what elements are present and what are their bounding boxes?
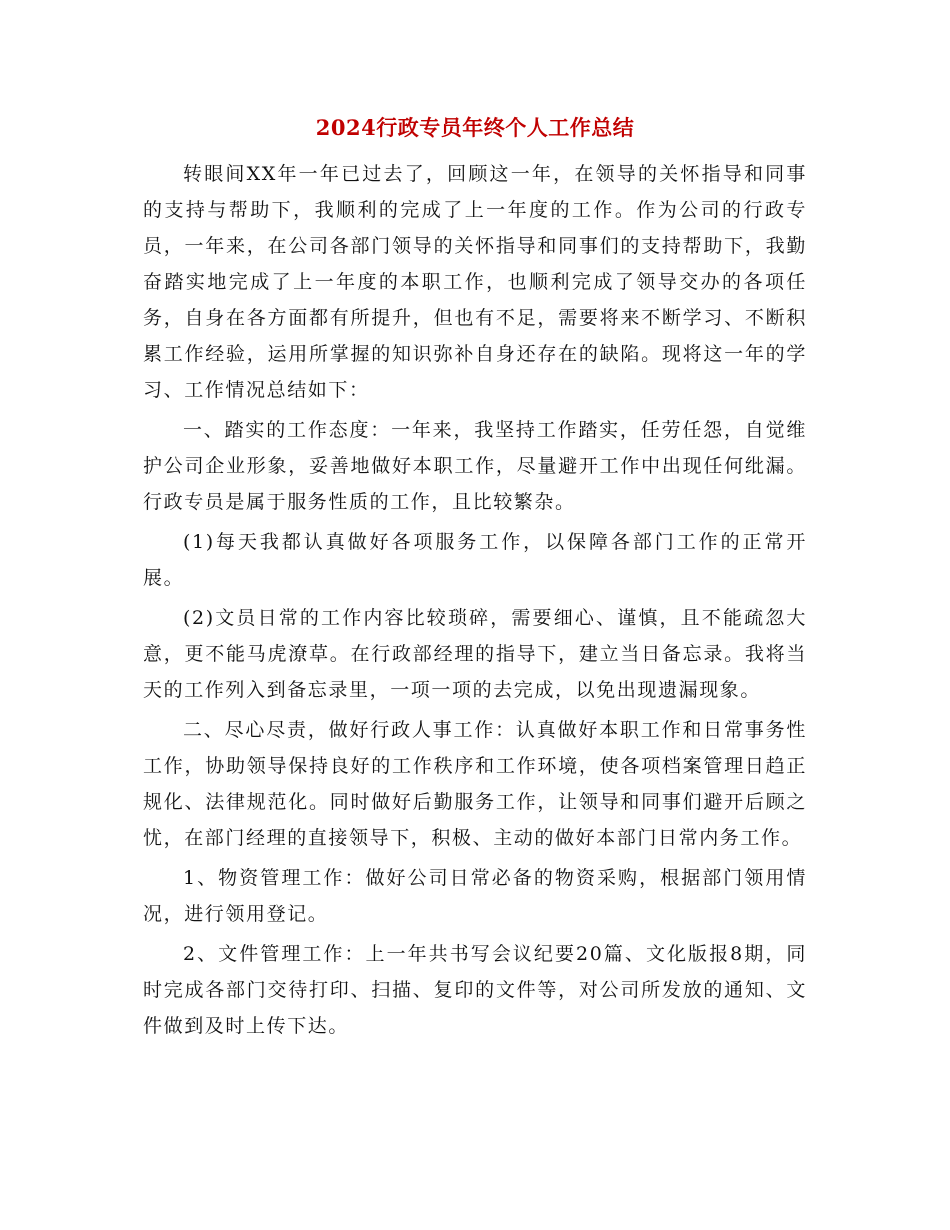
paragraph-material-management: 1、物资管理工作：做好公司日常必备的物资采购，根据部门领用情况，进行领用登记。 xyxy=(143,867,807,925)
paragraph-section-2: 二、尽心尽责，做好行政人事工作：认真做好本职工作和日常事务性工作，协助领导保持良好的工作秩序和工作环境，使各项档案管理日趋正规化、法律规范化。同时做好后勤服务工作，让领导和同事们避开后顾之忧，在部门经理的直接领导下，积极、主动的做好本部门日常内务工作。 xyxy=(143,719,807,849)
document-page xyxy=(143,112,807,1048)
paragraph-item-1: (1)每天我都认真做好各项服务工作，以保障各部门工作的正常开展。 xyxy=(143,531,807,589)
paragraph-intro: 转眼间XX年一年已过去了，回顾这一年，在领导的关怀指导和同事的支持与帮助下，我顺利的完成了上一年度的工作。作为公司的行政专员，一年来，在公司各部门领导的关怀指导和同事们的支持帮助下，我勤奋踏实地完成了上一年度的本职工作，也顺利完成了领导交办的各项任务，自身在各方面都有所提升，但也有不足，需要将来不断学习、不断积累工作经验，运用所掌握的知识弥补自身还存在的缺陷。现将这一年的学习、工作情况总结如下： xyxy=(143,163,807,401)
paragraph-document-management: 2、文件管理工作：上一年共书写会议纪要20篇、文化版报8期，同时完成各部门交待打印、扫描、复印的文件等，对公司所发放的通知、文件做到及时上传下达。 xyxy=(143,943,807,1037)
paragraph-section-1: 一、踏实的工作态度：一年来，我坚持工作踏实，任劳任怨，自觉维护公司企业形象，妥善地做好本职工作，尽量避开工作中出现任何纰漏。行政专员是属于服务性质的工作，且比较繁杂。 xyxy=(143,419,807,513)
paragraph-item-2: (2)文员日常的工作内容比较琐碎，需要细心、谨慎，且不能疏忽大意，更不能马虎潦草。在行政部经理的指导下，建立当日备忘录。我将当天的工作列入到备忘录里，一项一项的去完成，以免出现遗漏现象。 xyxy=(143,607,807,701)
document-title: 2024行政专员年终个人工作总结 xyxy=(315,115,635,140)
